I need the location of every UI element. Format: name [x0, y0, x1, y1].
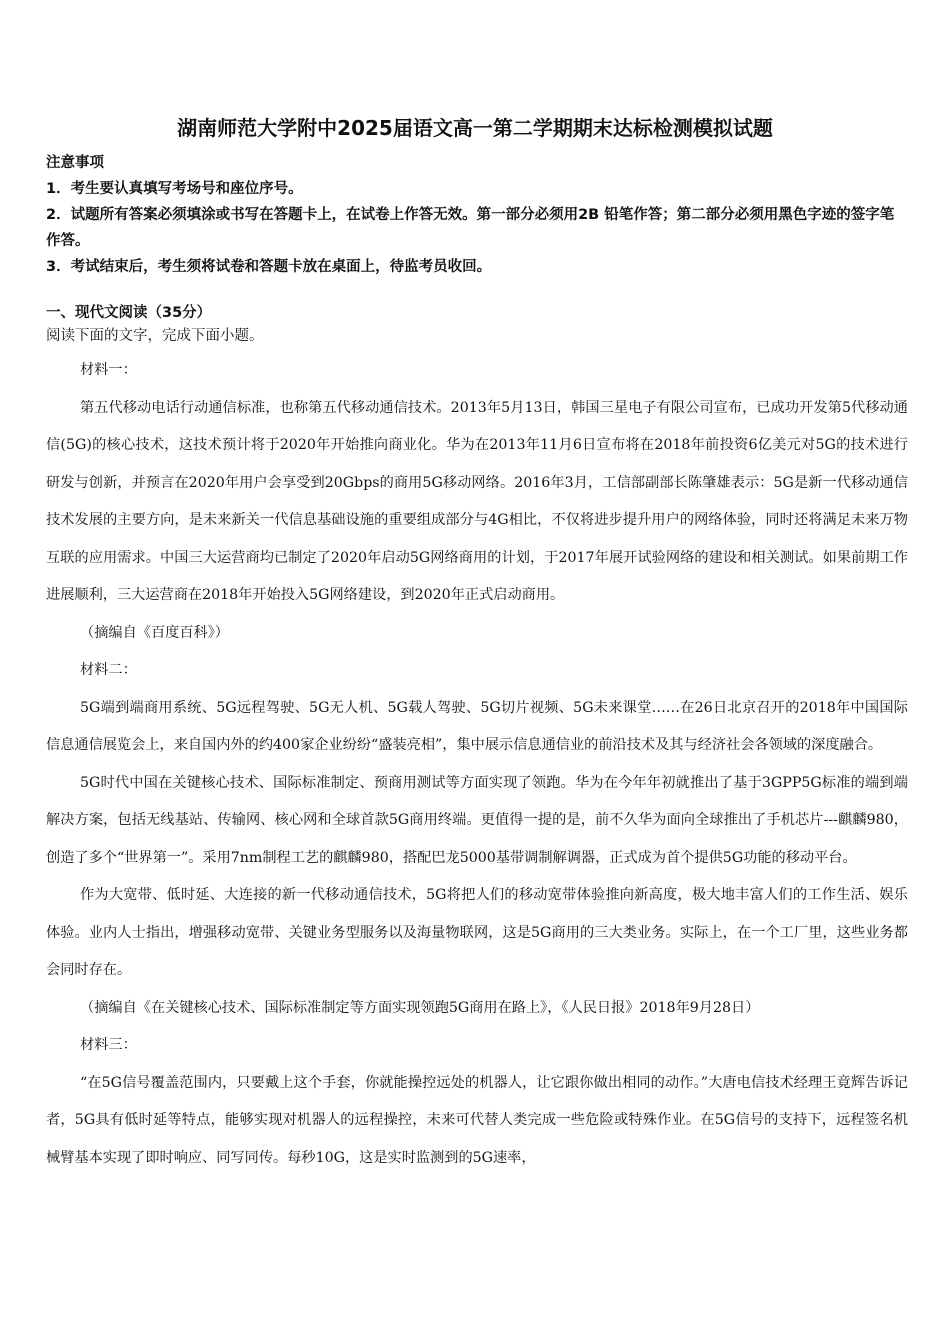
material-3-label: 材料三： [80, 1037, 137, 1053]
section-instruction: 阅读下面的文字，完成下面小题。 [46, 328, 264, 344]
notice-item: 3．考试结束后，考生须将试卷和答题卡放在桌面上，待监考员收回。 [46, 259, 492, 275]
reading-passage [46, 352, 908, 1177]
notice-item: 2．试题所有答案必须填涂或书写在答题卡上，在试卷上作答无效。第一部分必须用2B 铅笔作答；第二部分必须用黑色字迹的签字笔作答。 [46, 207, 895, 249]
section-heading: 一、现代文阅读（35分） [46, 305, 212, 321]
material-2-paragraph: 5G时代中国在关键核心技术、国际标准制定、预商用测试等方面实现了领跑。华为在今年年初就推出了基于3GPP5G标准的端到端解决方案，包括无线基站、传输网、核心网和全球首款5G商用终端。更值得一提的是，前不久华为面向全球推出了手机芯片---麒麟980，创造了多个“世界第一”。采用7nm制程工艺的麒麟980，搭配巴龙5000基带调制解调器，正式成为首个提供5G功能的移动平台。 [46, 774, 908, 866]
material-2-paragraph: 作为大宽带、低时延、大连接的新一代移动通信技术，5G将把人们的移动宽带体验推向新高度，极大地丰富人们的工作生活、娱乐体验。业内人士指出，增强移动宽带、关键业务型服务以及海量物联网，这是5G商用的三大类业务。实际上，在一个工厂里，这些业务都会同时存在。 [46, 887, 908, 978]
material-1-paragraph: 第五代移动电话行动通信标准，也称第五代移动通信技术。2013年5月13日，韩国三星电子有限公司宣布，已成功开发第5代移动通信(5G)的核心技术，这技术预计将于2020年开始推向商业化。华为在2013年11月6日宣布将在2018年前投资6亿美元对5G的技术进行研发与创新，并预言在2020年用户会享受到20Gbps的商用5G移动网络。2016年3月，工信部副部长陈肇雄表示：5G是新一代移动通信技术发展的主要方向，是未来新关一代信息基础设施的重要组成部分与4G相比，不仅将进步提升用户的网络体验，同时还将满足未来万物互联的应用需求。中国三大运营商均已制定了2020年启动5G网络商用的计划，于2017年展开试验网络的建设和相关测试。如果前期工作进展顺利，三大运营商在2018年开始投入5G网络建设，到2020年正式启动商用。 [46, 399, 908, 603]
material-1-label: 材料一： [80, 362, 137, 378]
material-3-paragraph: “在5G信号覆盖范围内，只要戴上这个手套，你就能操控远处的机器人，让它跟你做出相同的动作。”大唐电信技术经理王竟辉告诉记者，5G具有低时延等特点，能够实现对机器人的远程操控，未来可代替人类完成一些危险或特殊作业。在5G信号的支持下，远程签名机械臂基本实现了即时响应、同写同传。每秒10G，这是实时监测到的5G速率， [46, 1074, 908, 1166]
material-2-label: 材料二： [80, 662, 137, 678]
page-title: 湖南师范大学附中2025届语文高一第二学期期末达标检测模拟试题 [177, 116, 773, 140]
notice-block [46, 150, 908, 280]
material-1-source: （摘编自《百度百科》） [80, 624, 229, 641]
notice-heading: 注意事项 [46, 155, 104, 171]
notice-item: 1．考生要认真填写考场号和座位序号。 [46, 181, 303, 197]
material-2-paragraph: 5G端到端商用系统、5G远程驾驶、5G无人机、5G载人驾驶、5G切片视频、5G未来课堂……在26日北京召开的2018年中国国际信息通信展览会上，来自国内外的约400家企业纷纷“盛装亮相”，集中展示信息通信业的前沿技术及其与经济社会各领域的深度融合。 [46, 699, 908, 753]
material-2-source: （摘编自《在关键核心技术、国际标准制定等方面实现领跑5G商用在路上》，《人民日报》2018年9月28日） [80, 999, 760, 1016]
